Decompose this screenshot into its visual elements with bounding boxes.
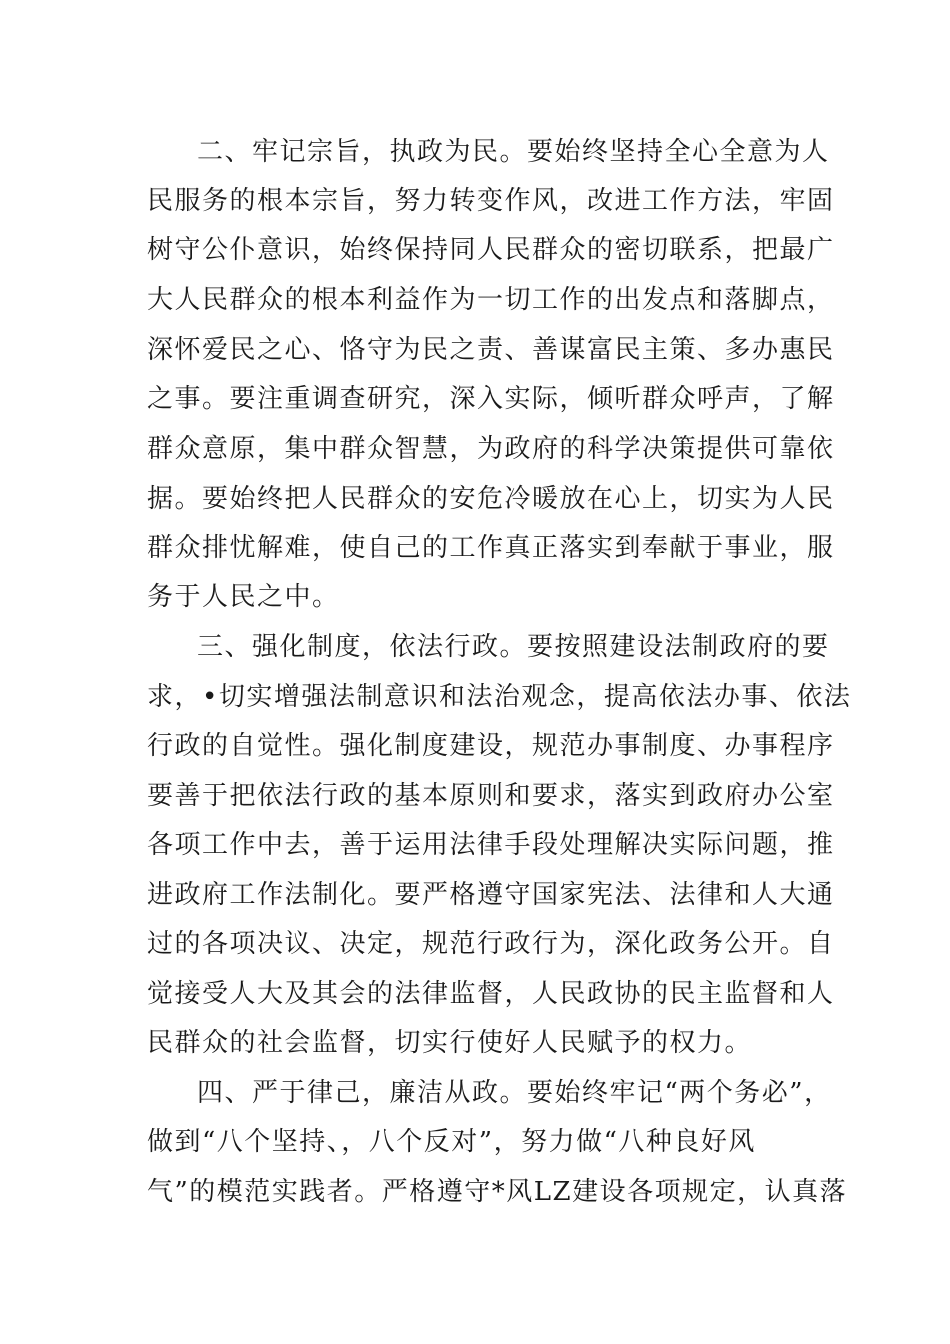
paragraph-4-line-3: 气”的模范实践者。严格遵守*风LZ建设各项规定，认真落 xyxy=(147,1177,848,1207)
paragraph-4-line-1: 四、严于律己，廉洁从政。要始终牢记“两个务必”， xyxy=(197,1078,832,1108)
paragraph-2-line-10: 务于人民之中。 xyxy=(147,582,340,612)
paragraph-2-line-8: 据。要始终把人民群众的安危冷暖放在心上，切实为人民 xyxy=(147,484,835,514)
paragraph-3-line-4: 要善于把依法行政的基本原则和要求，落实到政府办公室 xyxy=(147,781,835,811)
paragraph-2-line-2: 民服务的根本宗旨，努力转变作风，改进工作方法，牢固 xyxy=(147,186,835,216)
paragraph-2-line-1: 二、牢记宗旨，执政为民。要始终坚持全心全意为人 xyxy=(197,137,830,167)
paragraph-2-line-9: 群众排忧解难，使自己的工作真正落实到奉献于事业，服 xyxy=(147,533,835,563)
paragraph-2-line-6: 之事。要注重调查研究，深入实际，倾听群众呼声，了解 xyxy=(147,384,835,414)
paragraph-4-line-2: 做到“八个坚持、，八个反对”，努力做“八种良好风 xyxy=(147,1127,756,1157)
paragraph-3-line-8: 觉接受人大及其会的法律监督，人民政协的民主监督和人 xyxy=(147,979,835,1009)
paragraph-2-line-3: 树守公仆意识，始终保持同人民群众的密切联系，把最广 xyxy=(147,235,835,265)
paragraph-3-line-2: 求，•切实增强法制意识和法治观念，提高依法办事、依法 xyxy=(147,682,852,712)
paragraph-3-line-3: 行政的自觉性。强化制度建设，规范办事制度、办事程序 xyxy=(147,731,835,761)
paragraph-3-line-6: 进政府工作法制化。要严格遵守国家宪法、法律和人大通 xyxy=(147,880,835,910)
paragraph-3-line-7: 过的各项决议、决定，规范行政行为，深化政务公开。自 xyxy=(147,929,835,959)
paragraph-3-line-5: 各项工作中去，善于运用法律手段处理解决实际问题，推 xyxy=(147,830,835,860)
paragraph-3-line-9: 民群众的社会监督，切实行使好人民赋予的权力。 xyxy=(147,1028,753,1058)
paragraph-3-line-1: 三、强化制度，依法行政。要按照建设法制政府的要 xyxy=(197,632,830,662)
paragraph-2-line-5: 深怀爱民之心、恪守为民之责、善谋富民主策、多办惠民 xyxy=(147,335,835,365)
paragraph-2-line-7: 群众意原，集中群众智慧，为政府的科学决策提供可靠依 xyxy=(147,434,835,464)
paragraph-2-line-4: 大人民群众的根本利益作为一切工作的出发点和落脚点， xyxy=(147,285,835,315)
